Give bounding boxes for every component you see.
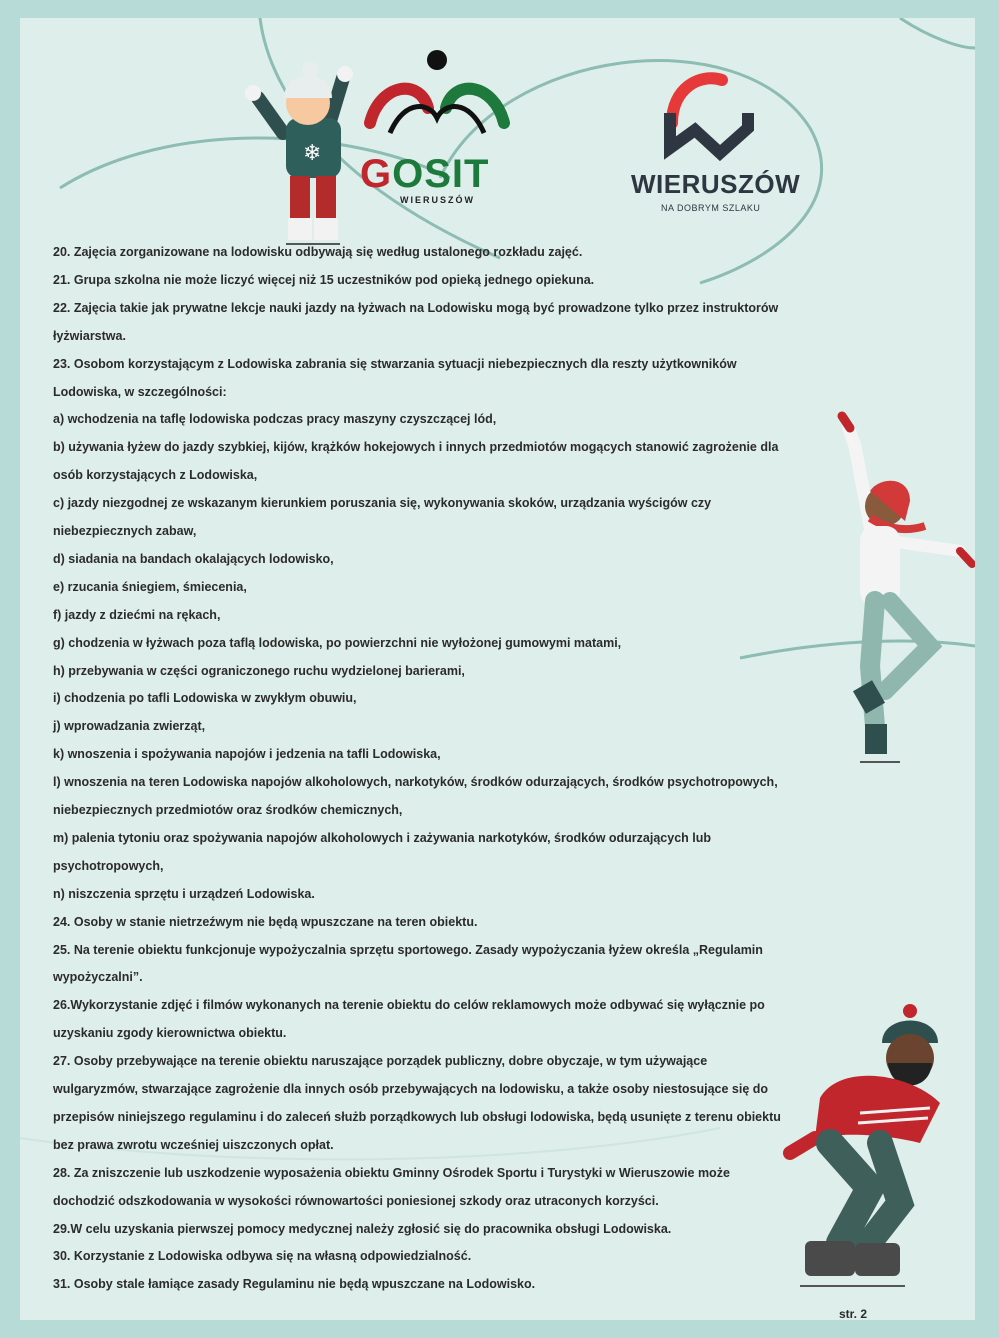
text-line: b) używania łyżew do jazdy szybkiej, kijów, krążków hokejowych i innych przedmiotów mogących stanowić zagrożenie dla (53, 440, 779, 455)
text-line: 30. Korzystanie z Lodowiska odbywa się na własną odpowiedzialność. (53, 1249, 472, 1264)
text-line: e) rzucania śniegiem, śmiecenia, (53, 579, 247, 594)
text-line: i) chodzenia po tafli Lodowiska w zwykłym obuwiu, (53, 691, 357, 706)
text-line: wulgaryzmów, stwarzające zagrożenie dla innych osób przebywających na lodowisku, a także osoby niestosujące się do (53, 1082, 769, 1096)
text-line: k) wnoszenia i spożywania napojów i jedzenia na tafli Lodowiska, (53, 747, 441, 762)
text-line: 25. Na terenie obiektu funkcjonuje wypożyczalnia sprzętu sportowego. Zasady wypożyczania łyżew określa „Regulamin (53, 942, 763, 957)
wieruszow-wordmark: WIERUSZÓW (631, 169, 801, 199)
text-line: d) siadania na bandach okalających lodowisko, (53, 551, 334, 566)
text-line: uzyskaniu zgody kierownictwa obiektu. (53, 1026, 287, 1041)
text-line: f) jazdy z dziećmi na rękach, (53, 607, 221, 622)
text-line: 29.W celu uzyskania pierwszej pomocy medycznej należy zgłosić się do pracownika obsługi Lodowiska. (53, 1221, 672, 1236)
child-skater-illustration (228, 48, 368, 258)
document-page (20, 18, 975, 1320)
text-line: a) wchodzenia na taflę lodowiska podczas pracy maszyny czyszczącej lód, (53, 412, 497, 427)
text-line: 24. Osoby w stanie nietrzeźwym nie będą wpuszczane na teren obiektu. (53, 914, 478, 929)
text-line: wypożyczalni”. (53, 970, 143, 985)
text-line: 22. Zajęcia takie jak prywatne lekcje nauki jazdy na łyżwach na Lodowisku mogą być prowadzone tylko przez instruktorów (53, 300, 779, 315)
text-line: 26.Wykorzystanie zdjęć i filmów wykonanych na terenie obiektu do celów reklamowych może odbywać się wyłącznie po (53, 998, 765, 1013)
gosit-wordmark: GOSIT (360, 152, 490, 196)
text-line: 21. Grupa szkolna nie może liczyć więcej niż 15 uczestników pod opieką jednego opiekuna. (53, 272, 595, 287)
text-line: 20. Zajęcia zorganizowane na lodowisku odbywają się według ustalonego rozkładu zajęć. (53, 245, 583, 259)
wieruszow-tagline: NA DOBRYM SZLAKU (661, 203, 761, 213)
svg-text:❄: ❄ (303, 141, 322, 166)
man-skater-illustration (760, 1003, 950, 1303)
text-line: osób korzystających z Lodowiska, (53, 468, 258, 483)
text-line: n) niszczenia sprzętu i urządzeń Lodowiska. (53, 886, 315, 901)
text-line: niebezpiecznych przedmiotów oraz środków chemicznych, (53, 803, 403, 817)
text-line: c) jazdy niezgodnej ze wskazanym kierunkiem poruszania się, wykonywania skoków, urządzania wyścigów czy (53, 496, 712, 511)
text-line: m) palenia tytoniu oraz spożywania napojów alkoholowych i zażywania narkotyków, środków odurzających lub (53, 830, 712, 845)
text-line: 31. Osoby stale łamiące zasady Regulaminu nie będą wpuszczane na Lodowisko. (53, 1277, 536, 1292)
text-line: h) przebywania w części ograniczonego ruchu wydzielonej barierami, (53, 663, 465, 678)
text-line: przepisów niniejszego regulaminu i do zaleceń służb porządkowych lub obsługi lodowiska, będą usunięte z terenu obiektu (53, 1109, 781, 1124)
page-number: str. 2 (839, 1307, 868, 1320)
text-line: 23. Osobom korzystającym z Lodowiska zabrania się stwarzania sytuacji niebezpiecznych dla reszty użytkowników (53, 356, 737, 371)
woman-skater-illustration (810, 406, 975, 776)
text-line: l) wnoszenia na teren Lodowiska napojów alkoholowych, narkotyków, środków odurzających, środków psychotropowych, (53, 775, 778, 790)
text-line: bez prawa zwrotu wcześniej uiszczonych opłat. (53, 1137, 334, 1152)
text-line: dochodzić odszkodowania w wysokości równowartości poniesionej szkody oraz utraconych korzyści. (53, 1193, 659, 1208)
text-line: psychotropowych, (53, 858, 164, 873)
wieruszow-logo-icon (660, 68, 760, 168)
text-line: Lodowiska, w szczególności: (53, 384, 227, 399)
text-line: j) wprowadzania zwierząt, (53, 719, 206, 734)
text-line: g) chodzenia w łyżwach poza taflą lodowiska, po powierzchni nie wyłożonej gumowymi matami, (53, 635, 622, 650)
gosit-subtitle: WIERUSZÓW (400, 195, 475, 205)
text-line: 28. Za zniszczenie lub uszkodzenie wyposażenia obiektu Gminny Ośrodek Sportu i Turystyki w Wieruszowie może (53, 1165, 730, 1180)
text-line: 27. Osoby przebywające na terenie obiektu naruszające porządek publiczny, dobre obyczaje, w tym używające (53, 1054, 708, 1069)
text-line: łyżwiarstwa. (53, 328, 126, 343)
text-line: niebezpiecznych zabaw, (53, 524, 197, 538)
